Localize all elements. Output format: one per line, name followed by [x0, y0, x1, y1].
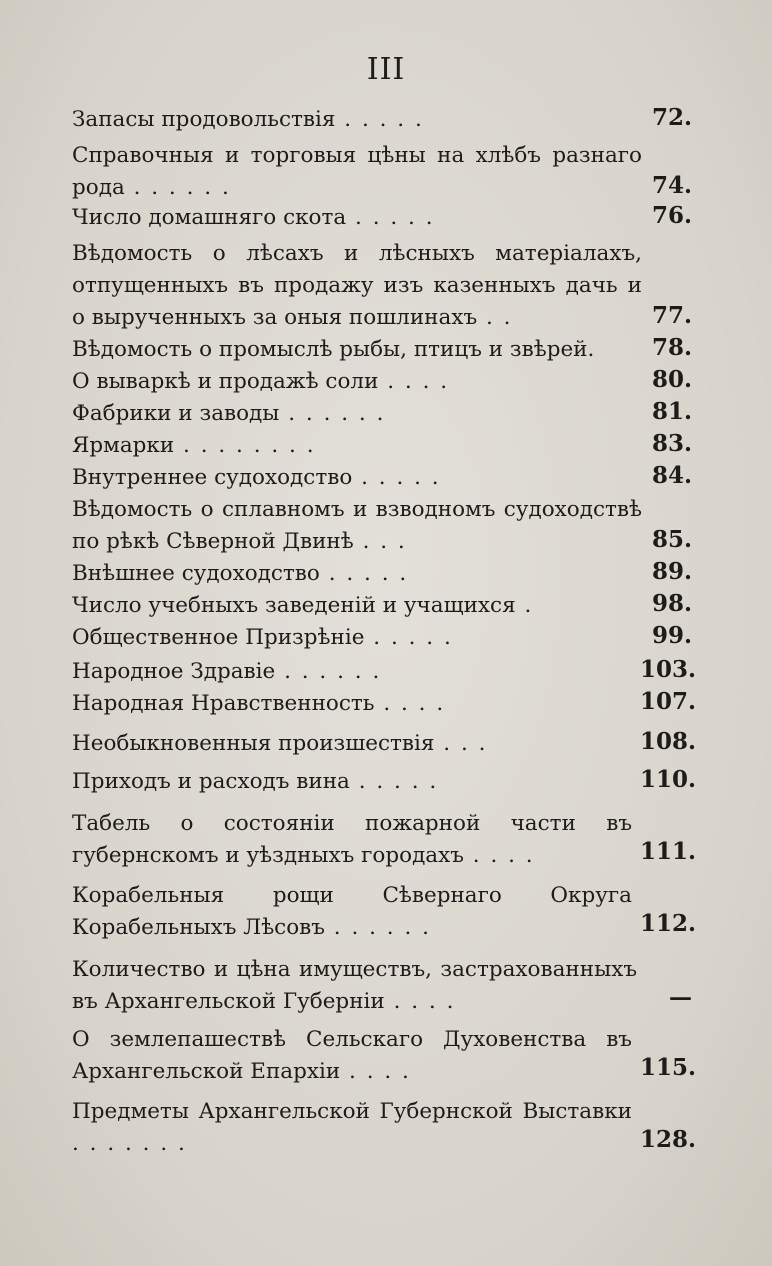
toc-entry-page: 110. — [640, 766, 697, 793]
toc-entry-page: 112. — [640, 910, 697, 937]
toc-entry-page: 81. — [651, 398, 692, 425]
toc-entry-title: Вѣдомость о промыслѣ рыбы, птицъ и звѣрей. — [72, 337, 595, 362]
toc-entry-page: — — [669, 984, 692, 1011]
toc-entry-page: 128. — [640, 1126, 697, 1153]
toc-entry-title: Вѣдомость о лѣсахъ и лѣсныхъ матеріалахъ, отпущенныхъ въ продажу изъ казенныхъ дачь и о вырученныхъ за оныя пошлинахъ . . — [72, 241, 642, 330]
toc-entry-page: 77. — [651, 302, 692, 329]
toc-entry-title: О землепашествѣ Сельскаго Духовенства въ Архангельской Епархіи . . . . — [72, 1027, 632, 1084]
toc-entry-page: 108. — [640, 728, 697, 755]
toc-entry-page: 80. — [651, 366, 692, 393]
page-number-header: III — [366, 52, 406, 87]
toc-entry-page: 89. — [651, 558, 692, 585]
toc-entry-title: Справочныя и торговыя цѣны на хлѣбъ разнаго рода . . . . . . — [72, 143, 642, 200]
toc-entry-title: Количество и цѣна имуществъ, застрахованныхъ въ Архангельской Губерніи . . . . — [72, 957, 637, 1014]
toc-entry-title: Предметы Архангельской Губернской Выставки . . . . . . . — [72, 1099, 632, 1156]
toc-entry-page: 99. — [651, 622, 692, 649]
toc-entry-page: 115. — [640, 1054, 697, 1081]
toc-entry-page: 111. — [640, 838, 697, 865]
toc-entry-page: 103. — [640, 656, 697, 683]
toc-entry-title: Народное Здравіе . . . . . . — [72, 659, 382, 684]
toc-entry-page: 76. — [651, 202, 692, 229]
toc-entry-title: Ярмарки . . . . . . . . — [72, 433, 316, 458]
toc-entry-page: 72. — [651, 104, 692, 131]
toc-entry-title: Число домашняго скота . . . . . — [72, 205, 435, 230]
toc-entry-title: Общественное Призрѣніе . . . . . — [72, 625, 453, 650]
toc-entry-title: Число учебныхъ заведеній и учащихся . — [72, 593, 534, 618]
toc-entry-title: Народная Нравственность . . . . — [72, 691, 446, 716]
toc-entry-page: 107. — [640, 688, 697, 715]
toc-entry-page: 84. — [651, 462, 692, 489]
toc-entry-title: Внутреннее судоходство . . . . . — [72, 465, 441, 490]
toc-entry-title: Вѣдомость о сплавномъ и взводномъ судоходствѣ по рѣкѣ Сѣверной Двинѣ . . . — [72, 497, 642, 554]
toc-entry-page: 78. — [651, 334, 692, 361]
toc-entry-page: 74. — [651, 172, 692, 199]
toc-entry-title: Табель о состояніи пожарной части въ губернскомъ и уѣздныхъ городахъ . . . . — [72, 811, 632, 868]
toc-entry-title: Приходъ и расходъ вина . . . . . — [72, 769, 439, 794]
toc-entry-title: Запасы продовольствія . . . . . — [72, 107, 424, 132]
toc-entry-title: Внѣшнее судоходство . . . . . — [72, 561, 409, 586]
toc-entry-title: Корабельныя рощи Сѣвернаго Округа Корабельныхъ Лѣсовъ . . . . . . — [72, 883, 632, 940]
toc-entry-title: Фабрики и заводы . . . . . . — [72, 401, 386, 426]
toc-entry-page: 98. — [651, 590, 692, 617]
toc-entry-title: О вываркѣ и продажѣ соли . . . . — [72, 369, 450, 394]
toc-entry-page: 83. — [651, 430, 692, 457]
toc-entry-title: Необыкновенныя произшествія . . . — [72, 731, 488, 756]
toc-entry-page: 85. — [651, 526, 692, 553]
